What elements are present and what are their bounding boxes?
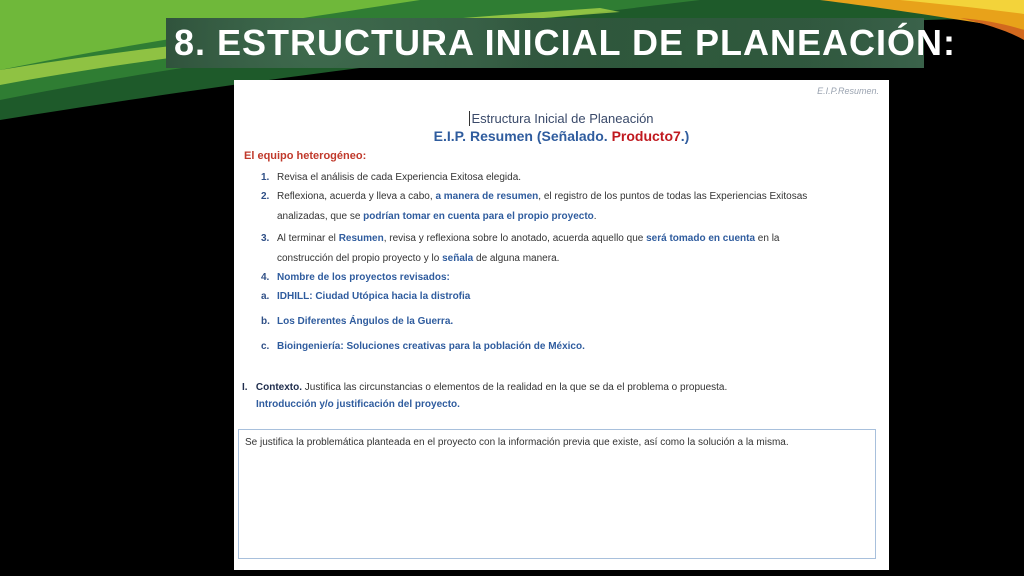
answer-box: Se justifica la problemática planteada en el proyecto con la información previa que existe, así como la solución a la misma. (238, 429, 876, 559)
slide-title-bar (166, 18, 957, 68)
project-item: a. IDHILL: Ciudad Utópica hacia la distrofia (261, 291, 471, 302)
document-subtitle: E.I.P. Resumen (Señalado. Producto7.) (433, 128, 690, 144)
context-subheading: Introducción y/o justificación del proyecto. (256, 399, 460, 410)
step-item: 1. Revisa el análisis de cada Experiencia Exitosa elegida. (261, 172, 522, 183)
step-item: 4. Nombre de los proyectos revisados: (261, 272, 450, 283)
document-title: Estructura Inicial de Planeación (471, 111, 654, 126)
project-item: c. Bioingeniería: Soluciones creativas para la población de México. (261, 341, 585, 352)
project-item: b. Los Diferentes Ángulos de la Guerra. (261, 316, 454, 327)
slide-title: 8. ESTRUCTURA INICIAL DE PLANEACIÓN: (174, 22, 957, 63)
document-image (234, 80, 889, 570)
step-item: 3. Al terminar el Resumen, revisa y reflexiona sobre lo anotado, acuerda aquello que será tomado en cuenta en la construcción del propio proyecto y lo señala de alguna manera. (261, 233, 780, 264)
step-item: 2. Reflexiona, acuerda y lleva a cabo, a manera de resumen, el registro de los puntos de todas las Experiencias Exitosas analizadas, que se podrían tomar en cuenta para el propio proyecto. (261, 191, 808, 222)
product-label: Producto7 (611, 128, 681, 144)
team-heading: El equipo heterogéneo: (244, 150, 367, 162)
context-section: I. Contexto. Justifica las circunstancias o elementos de la realidad en la que se da el problema o propuesta. (242, 382, 728, 393)
document-header-tag: E.I.P.Resumen. (817, 86, 879, 96)
